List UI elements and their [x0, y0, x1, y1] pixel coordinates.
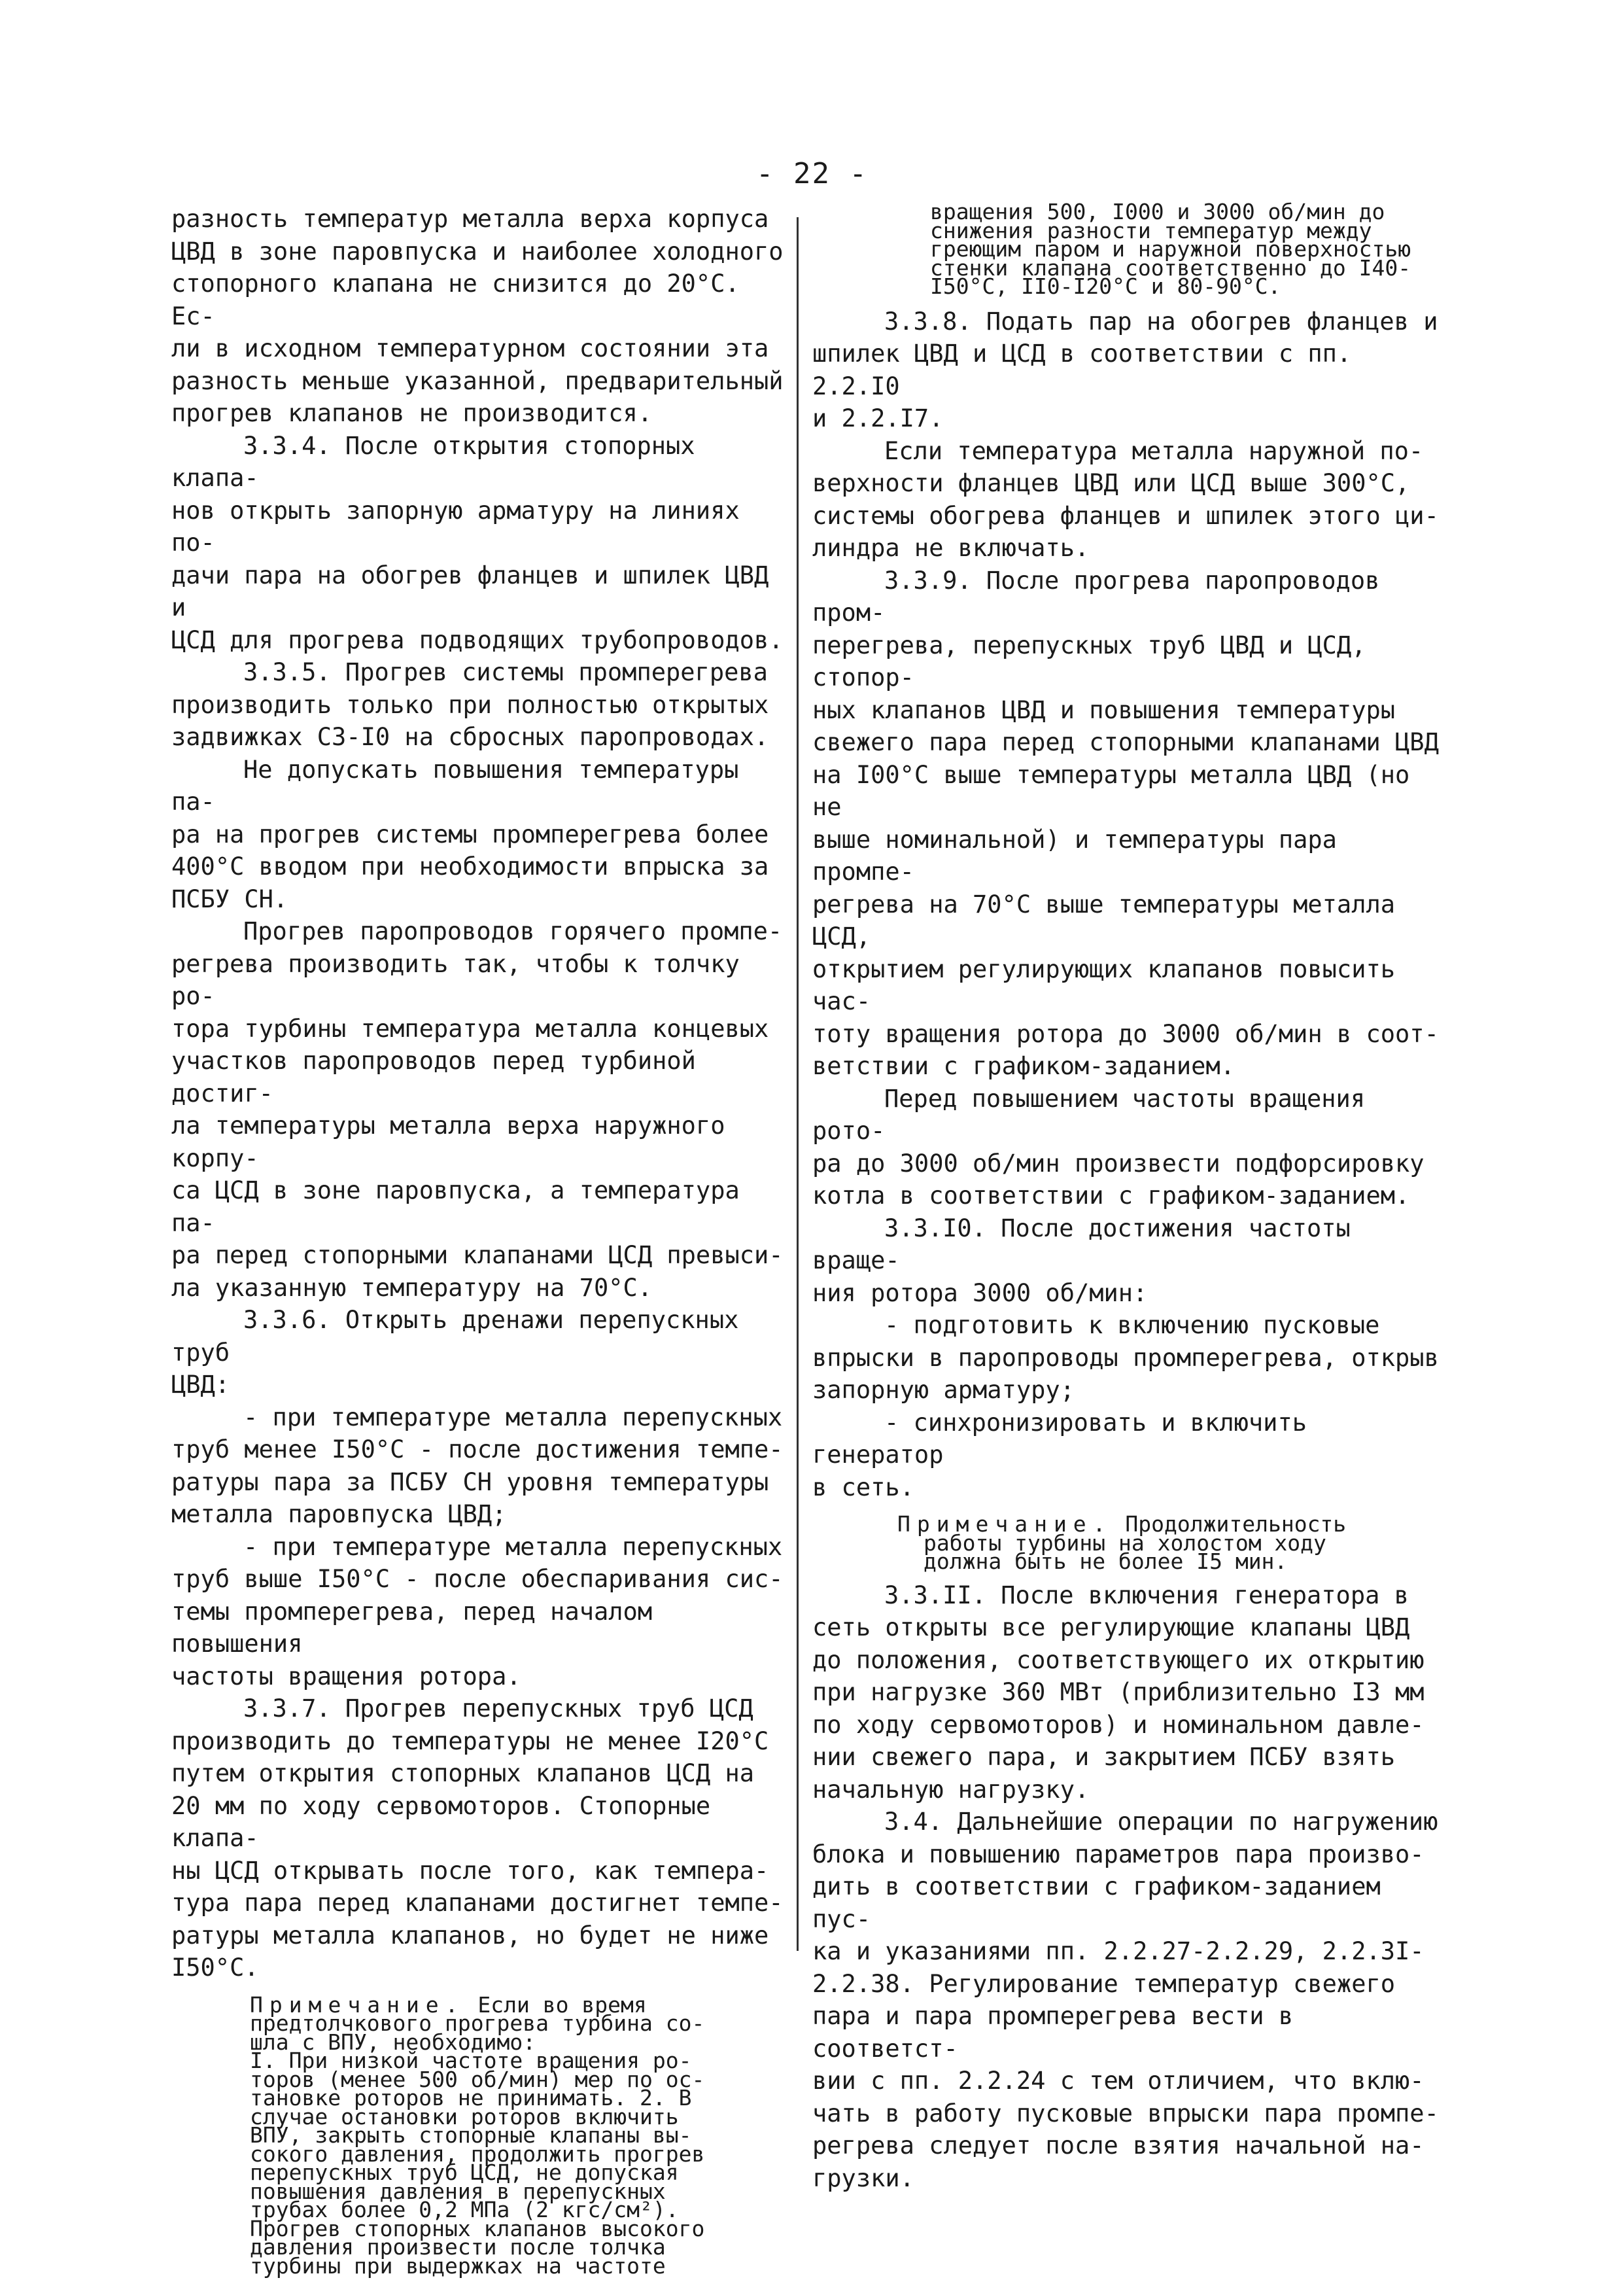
text-line: регрева производить так, чтобы к толчку ро-: [171, 949, 740, 1010]
note-label: Примечание.: [897, 1511, 1113, 1537]
page-number: - 22 -: [756, 157, 868, 190]
text-line: частоты вращения ротора.: [171, 1662, 521, 1691]
text-line: ния ротора 3000 об/мин:: [812, 1278, 1148, 1307]
text-line: ли в исходном температурном состоянии эта: [171, 334, 769, 362]
note-line: Продолжительность: [1125, 1511, 1347, 1537]
text-line: ра до 3000 об/мин произвести подфорсировку: [812, 1149, 1425, 1178]
text-line: при нагрузке 360 МВт (приблизительно I3 мм: [812, 1678, 1425, 1706]
text-line: начальную нагрузку.: [812, 1775, 1090, 1804]
right-note: [812, 1511, 1440, 1574]
text-line: разность меньше указанной, предварительный: [171, 366, 784, 395]
note-line: трубах более 0,2 МПа (2 кгс/см²).: [250, 2197, 679, 2222]
note-line: должна быть не более I5 мин.: [924, 1549, 1288, 1574]
text-line: Перед повышением частоты вращения рото-: [812, 1084, 1366, 1145]
text-line: стопорного клапана не снизится до 20°С. Ес-: [171, 270, 740, 330]
text-line: регрева на 70°С выше температуры металла ЦСД,: [812, 890, 1396, 951]
text-line: на I00°С выше температуры металла ЦВД (но не: [812, 760, 1410, 821]
text-line: Не допускать повышения температуры па-: [171, 755, 739, 816]
note-line: Если во время: [477, 1991, 647, 2018]
text-line: 3.3.8. Подать пар на обогрев фланцев и: [884, 307, 1438, 336]
text-line: нии свежего пара, и закрытием ПСБУ взять: [812, 1743, 1396, 1771]
text-line: 3.3.II. После включения генератора в: [884, 1581, 1409, 1609]
text-line: са ЦСД в зоне паровпуска, а температура па-: [171, 1176, 740, 1237]
note-line: вращения 500, I000 и 3000 об/мин до: [930, 199, 1385, 224]
note-line: предтолчкового прогрева турбина со-: [250, 2010, 705, 2036]
text-line: до положения, соответствующего их открытию: [812, 1645, 1425, 1674]
note-line: Прогрев стопорных клапанов высокого: [250, 2215, 705, 2241]
text-line: ра на прогрев системы промперегрева более: [171, 820, 769, 849]
text-line: ратуры металла клапанов, но будет не ниже: [171, 1921, 769, 1950]
text-line: свежего пара перед стопорными клапанами ЦВД: [812, 728, 1439, 756]
text-line: нов открыть запорную арматуру на линиях по-: [171, 496, 740, 557]
text-line: ка и указаниями пп. 2.2.27-2.2.29, 2.2.3I-: [812, 1937, 1425, 1965]
note-line: шла с ВПУ, необходимо:: [250, 2029, 536, 2055]
text-line: впрыски в паропроводы промперегрева, открыв: [812, 1343, 1439, 1372]
text-line: I50°С.: [171, 1953, 259, 1982]
text-line: прогрев клапанов не производится.: [171, 399, 653, 427]
text-line: в сеть.: [812, 1473, 914, 1501]
note-line: турбины при выдержках на частоте: [250, 2252, 666, 2279]
text-line: Если температура металла наружной по-: [884, 436, 1424, 465]
text-line: 3.3.I0. После достижения частоты враще-: [812, 1214, 1351, 1274]
text-line: блока и повышению параметров пара произво-: [812, 1840, 1425, 1868]
text-line: ЦВД:: [171, 1371, 230, 1399]
text-line: линдра не включать.: [812, 534, 1090, 562]
text-line: чать в работу пусковые впрыски пара промпе-: [812, 2099, 1439, 2128]
text-line: запорную арматуру;: [812, 1376, 1075, 1404]
text-line: ных клапанов ЦВД и повышения температуры: [812, 695, 1396, 724]
text-line: - подготовить к включению пусковые: [884, 1311, 1380, 1339]
text-line: труб выше I50°С - после обеспаривания сис-: [171, 1565, 784, 1593]
note-label: Примечание.: [250, 1991, 465, 2018]
text-line: ЦСД для прогрева подводящих трубопроводов.: [171, 625, 784, 654]
text-line: 20 мм по ходу сервомоторов. Стопорные клапа-: [171, 1791, 711, 1852]
text-line: 400°С вводом при необходимости впрыска за: [171, 852, 769, 881]
text-line: вии с пп. 2.2.24 с тем отличием, что вклю-: [812, 2067, 1425, 2095]
text-line: 3.3.5. Прогрев системы промперегрева: [243, 658, 768, 686]
left-note: [171, 1991, 789, 2279]
note-line: сокого давления, продолжить прогрев: [250, 2141, 705, 2167]
note-line: случае остановки роторов включить: [250, 2103, 679, 2129]
text-line: 3.3.7. Прогрев перепускных труб ЦСД: [243, 1694, 753, 1723]
text-line: ла указанную температуру на 70°С.: [171, 1273, 653, 1302]
text-line: 3.3.6. Открыть дренажи перепускных труб: [171, 1306, 739, 1367]
text-line: открытием регулирующих клапанов повысить час-: [812, 955, 1396, 1015]
text-line: регрева следует после взятия начальной на-: [812, 2131, 1425, 2160]
text-line: сеть открыты все регулирующие клапаны ЦВД: [812, 1613, 1410, 1641]
text-line: - при температуре металла перепускных: [243, 1403, 783, 1431]
text-line: 3.3.9. После прогрева паропроводов пром-: [812, 566, 1380, 627]
text-line: труб менее I50°С - после достижения темпе-: [171, 1435, 784, 1463]
text-line: по ходу сервомоторов) и номинальном давле-: [812, 1710, 1425, 1739]
note-line: торов (менее 500 об/мин) мер по ос-: [250, 2066, 705, 2092]
note-line: повышения давления в перепускных: [250, 2178, 666, 2204]
text-line: - синхронизировать и включить генератор: [812, 1408, 1307, 1469]
text-line: ЦВД в зоне паровпуска и наиболее холодного: [171, 237, 784, 266]
note-line: стенки клапана соответственно до I40-: [930, 254, 1411, 281]
note-line: давления произвести после толчка: [250, 2234, 666, 2260]
right-column: [812, 199, 1440, 2194]
text-line: верхности фланцев ЦВД или ЦСД выше 300°С,: [812, 469, 1410, 497]
text-line: производить до температуры не менее I20°С: [171, 1726, 769, 1755]
text-line: грузки.: [812, 2164, 914, 2192]
text-line: пара и пара промперегрева вести в соответст-: [812, 2002, 1294, 2063]
text-line: 3.3.4. После открытия стопорных клапа-: [171, 431, 695, 492]
text-line: ПСБУ СН.: [171, 885, 288, 913]
note-line: I50°С, II0-I20°С и 80-90°С.: [930, 273, 1281, 299]
text-line: ветствии с графиком-заданием.: [812, 1052, 1235, 1080]
text-line: 2.2.38. Регулирование температур свежего: [812, 1969, 1396, 1998]
text-line: производить только при полностью открытых: [171, 690, 769, 719]
text-line: тоту вращения ротора до 3000 об/мин в соот-: [812, 1019, 1439, 1048]
text-line: металла паровпуска ЦВД;: [171, 1500, 507, 1528]
text-line: дить в соответствии с графиком-заданием пус-: [812, 1872, 1381, 1933]
note-line: тановке роторов не принимать. 2. В: [250, 2085, 692, 2111]
text-line: ла температуры металла верха наружного корпу-: [171, 1112, 725, 1172]
note-line: работы турбины на холостом ходу: [924, 1530, 1326, 1556]
text-line: ны ЦСД открывать после того, как темпера-: [171, 1856, 769, 1885]
text-line: - при температуре металла перепускных: [243, 1532, 783, 1561]
note-line: I. При низкой частоте вращения ро-: [250, 2048, 692, 2073]
note-line: перепускных труб ЦСД, не допуская: [250, 2160, 679, 2185]
text-line: котла в соответствии с графиком-заданием.: [812, 1182, 1410, 1210]
text-line: разность температур металла верха корпуса: [171, 205, 769, 233]
text-line: 3.4. Дальнейшие операции по нагружению: [884, 1808, 1438, 1836]
text-line: выше номинальной) и температуры пара промпе-: [812, 825, 1337, 886]
text-line: тура пара перед клапанами достигнет темпе-: [171, 1889, 784, 1917]
text-line: ратуры пара за ПСБУ СН уровня температуры: [171, 1467, 769, 1496]
note-line: ВПУ, закрыть стопорные клапаны вы-: [250, 2122, 692, 2148]
text-line: тора турбины температура металла концевых: [171, 1014, 769, 1043]
text-line: Прогрев паропроводов горячего промпе-: [243, 917, 783, 945]
text-line: задвижках СЗ-I0 на сбросных паропроводах.: [171, 723, 769, 751]
text-line: системы обогрева фланцев и шпилек этого ци-: [812, 501, 1439, 530]
note-line: снижения разности температур между: [930, 217, 1372, 243]
text-line: и 2.2.I7.: [812, 404, 944, 432]
text-line: ра перед стопорными клапанами ЦСД превыси-: [171, 1241, 784, 1269]
text-line: путем открытия стопорных клапанов ЦСД на: [171, 1759, 755, 1787]
text-line: дачи пара на обогрев фланцев и шпилек ЦВД и: [171, 561, 769, 622]
left-column: [171, 203, 789, 2279]
text-line: темы промперегрева, перед началом повышения: [171, 1597, 653, 1658]
note-line: греющим паром и наружной поверхностью: [930, 236, 1411, 262]
text-line: перегрева, перепускных труб ЦВД и ЦСД, стопор-: [812, 631, 1366, 692]
column-divider: [797, 217, 799, 1951]
note-continuation: [812, 199, 1440, 299]
text-line: шпилек ЦВД и ЦСД в соответствии с пп. 2.2.I0: [812, 340, 1352, 400]
text-line: участков паропроводов перед турбиной достиг-: [171, 1047, 696, 1108]
